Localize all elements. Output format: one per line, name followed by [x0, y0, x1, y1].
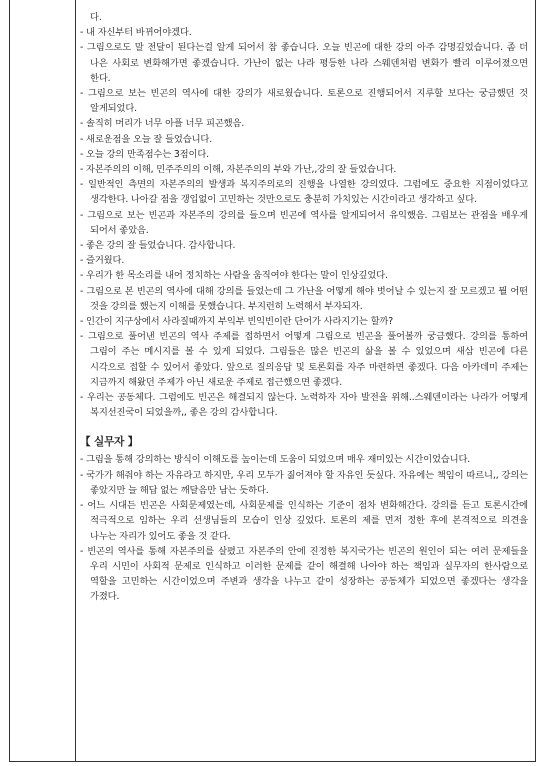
- feedback-item: - 자본주의의 이해, 민주주의의 이해, 자본주의의 부와 가난,,강의 잘 들었습니다.: [80, 164, 397, 176]
- feedback-item: - 우리는 공동체다. 그럼에도 빈곤은 해결되지 않는다. 노력하자 자아 발전을 위해..스웨덴이라는 나라가 어떻게 복지선진국이 되었을까,, 좋은 강의 감사합니다.: [80, 392, 528, 419]
- top-fragment: 다.: [90, 12, 102, 23]
- feedback-item: - 그림으로 보는 빈곤의 역사에 대한 강의가 새로웠습니다. 토론으로 진행되어서 지루할 보다는 궁금했던 것 알게되었다.: [80, 88, 528, 115]
- feedback-item: - 솔직히 머리가 너무 아플 너무 피곤했음.: [80, 118, 245, 130]
- feedback-item: - 국가가 해줘야 하는 자유라고 하지만, 우리 모두가 짊어져야 할 자유인 듯싶다. 자유에는 책임이 따르니,, 강의는 좋았지만 늘 해답 없는 깨달음만 남는 듯하다.: [80, 469, 528, 496]
- section-heading-staff: 【 실무자 】: [80, 436, 139, 449]
- feedback-item: - 우리가 한 목소리를 내어 정치하는 사람을 움직여야 한다는 말이 인상깊었다.: [80, 270, 388, 282]
- feedback-item: - 새로운점을 오늘 잘 들었습니다.: [80, 133, 213, 145]
- feedback-content: [80, 10, 528, 605]
- feedback-item: - 그림으로도 말 전달이 된다는걸 알게 되어서 참 좋습니다. 오늘 빈곤에 대한 강의 아주 감명깊었습니다. 좀 더 나은 사회로 변화해가면 좋겠습니다. 가난이 없는 나라 평등한 나라 스웨덴처럼 변화가 빨리 이루어졌으면 한다.: [80, 42, 528, 84]
- feedback-item: - 좋은 강의 잘 들었습니다. 감사합니다.: [80, 240, 236, 252]
- feedback-item: - 그림으로 본 빈곤의 역사에 대해 강의를 들었는데 그 가난을 어떻게 해야 벗어날 수 있는지 잘 모르겠고 뭘 어떤 것을 강의를 했는지 이해를 못했습니다. 부지런히 노력해서 부자되자.: [80, 285, 528, 312]
- staff-feedback-list: [80, 452, 528, 604]
- feedback-item: - 그림을 통해 강의하는 방식이 이해도를 높이는데 도움이 되었으며 매우 재미있는 시간이었습니다.: [80, 454, 471, 466]
- feedback-item: - 어느 시대든 빈곤은 사회문제였는데, 사회문제를 인식하는 기준이 점차 변화해간다. 강의를 듣고 토론시간에 적극적으로 임하는 우리 선생님들의 모습이 인상 깊었다. 토론의 제를 먼저 정한 후에 본격적으로 의견을 나누는 자리가 있어도 좋을 것 같다.: [80, 500, 528, 542]
- feedback-item: - 즐거웠다.: [80, 255, 125, 267]
- feedback-item: - 일반적인 측면의 자본주의의 발생과 복지주의로의 진행을 나열한 강의였다. 그럼에도 중요한 지점이었다고 생각한다. 나아갈 점을 갱입없이 고민하는 것만으로도 충분히 가치있는 시간이라고 생각하고 싶다.: [80, 179, 528, 206]
- feedback-item: - 빈곤의 역사를 통해 자본주의를 살폈고 자본주의 안에 진정한 복지국가는 빈곤의 원인이 되는 여러 문제들을 우리 시민이 사회적 문제로 인식하고 이러한 문제를 같이 해결해 나아야 하는 책임과 실무자의 한사람으로 역할을 고민하는 시간이었으며 주변과 생각을 나누고 같이 성장하는 공동체가 되었으면 좋겠다는 생각을 가졌다.: [80, 545, 528, 603]
- feedback-item: - 그림으로 보는 빈곤과 자본주의 강의를 들으며 빈곤에 역사를 알게되어서 유익했음. 그림보는 관점을 배우게 되어서 좋았음.: [80, 209, 528, 236]
- feedback-item: - 오늘 강의 만족점수는 3점이다.: [80, 148, 209, 160]
- feedback-item: - 내 자신부터 바뀌어야겠다.: [80, 27, 192, 39]
- feedback-item: - 그림으로 풀어낸 빈곤의 역사 주제를 접하면서 어떻게 그림으로 빈곤을 풀어볼까 궁금했다. 강의를 통하여 그림이 주는 메시지를 볼 수 있게 되었다. 그림들은 많은 빈곤의 삶을 볼 수 있었으며 새삼 빈곤에 다른 시각으로 접할 수 있어서 좋았다. 앞으로 질의응답 및 토론회를 자주 마련하면 좋겠다. 다음 아카데미 주제는 지금까지 해왔던 주제가 아닌 새로운 주제로 접근했으면 좋겠다.: [80, 331, 528, 388]
- participant-feedback-list: [80, 25, 528, 420]
- feedback-item: - 인간이 지구상에서 사라질때까지 부익부 빈익빈이란 단어가 사라지기는 할까?: [80, 316, 394, 328]
